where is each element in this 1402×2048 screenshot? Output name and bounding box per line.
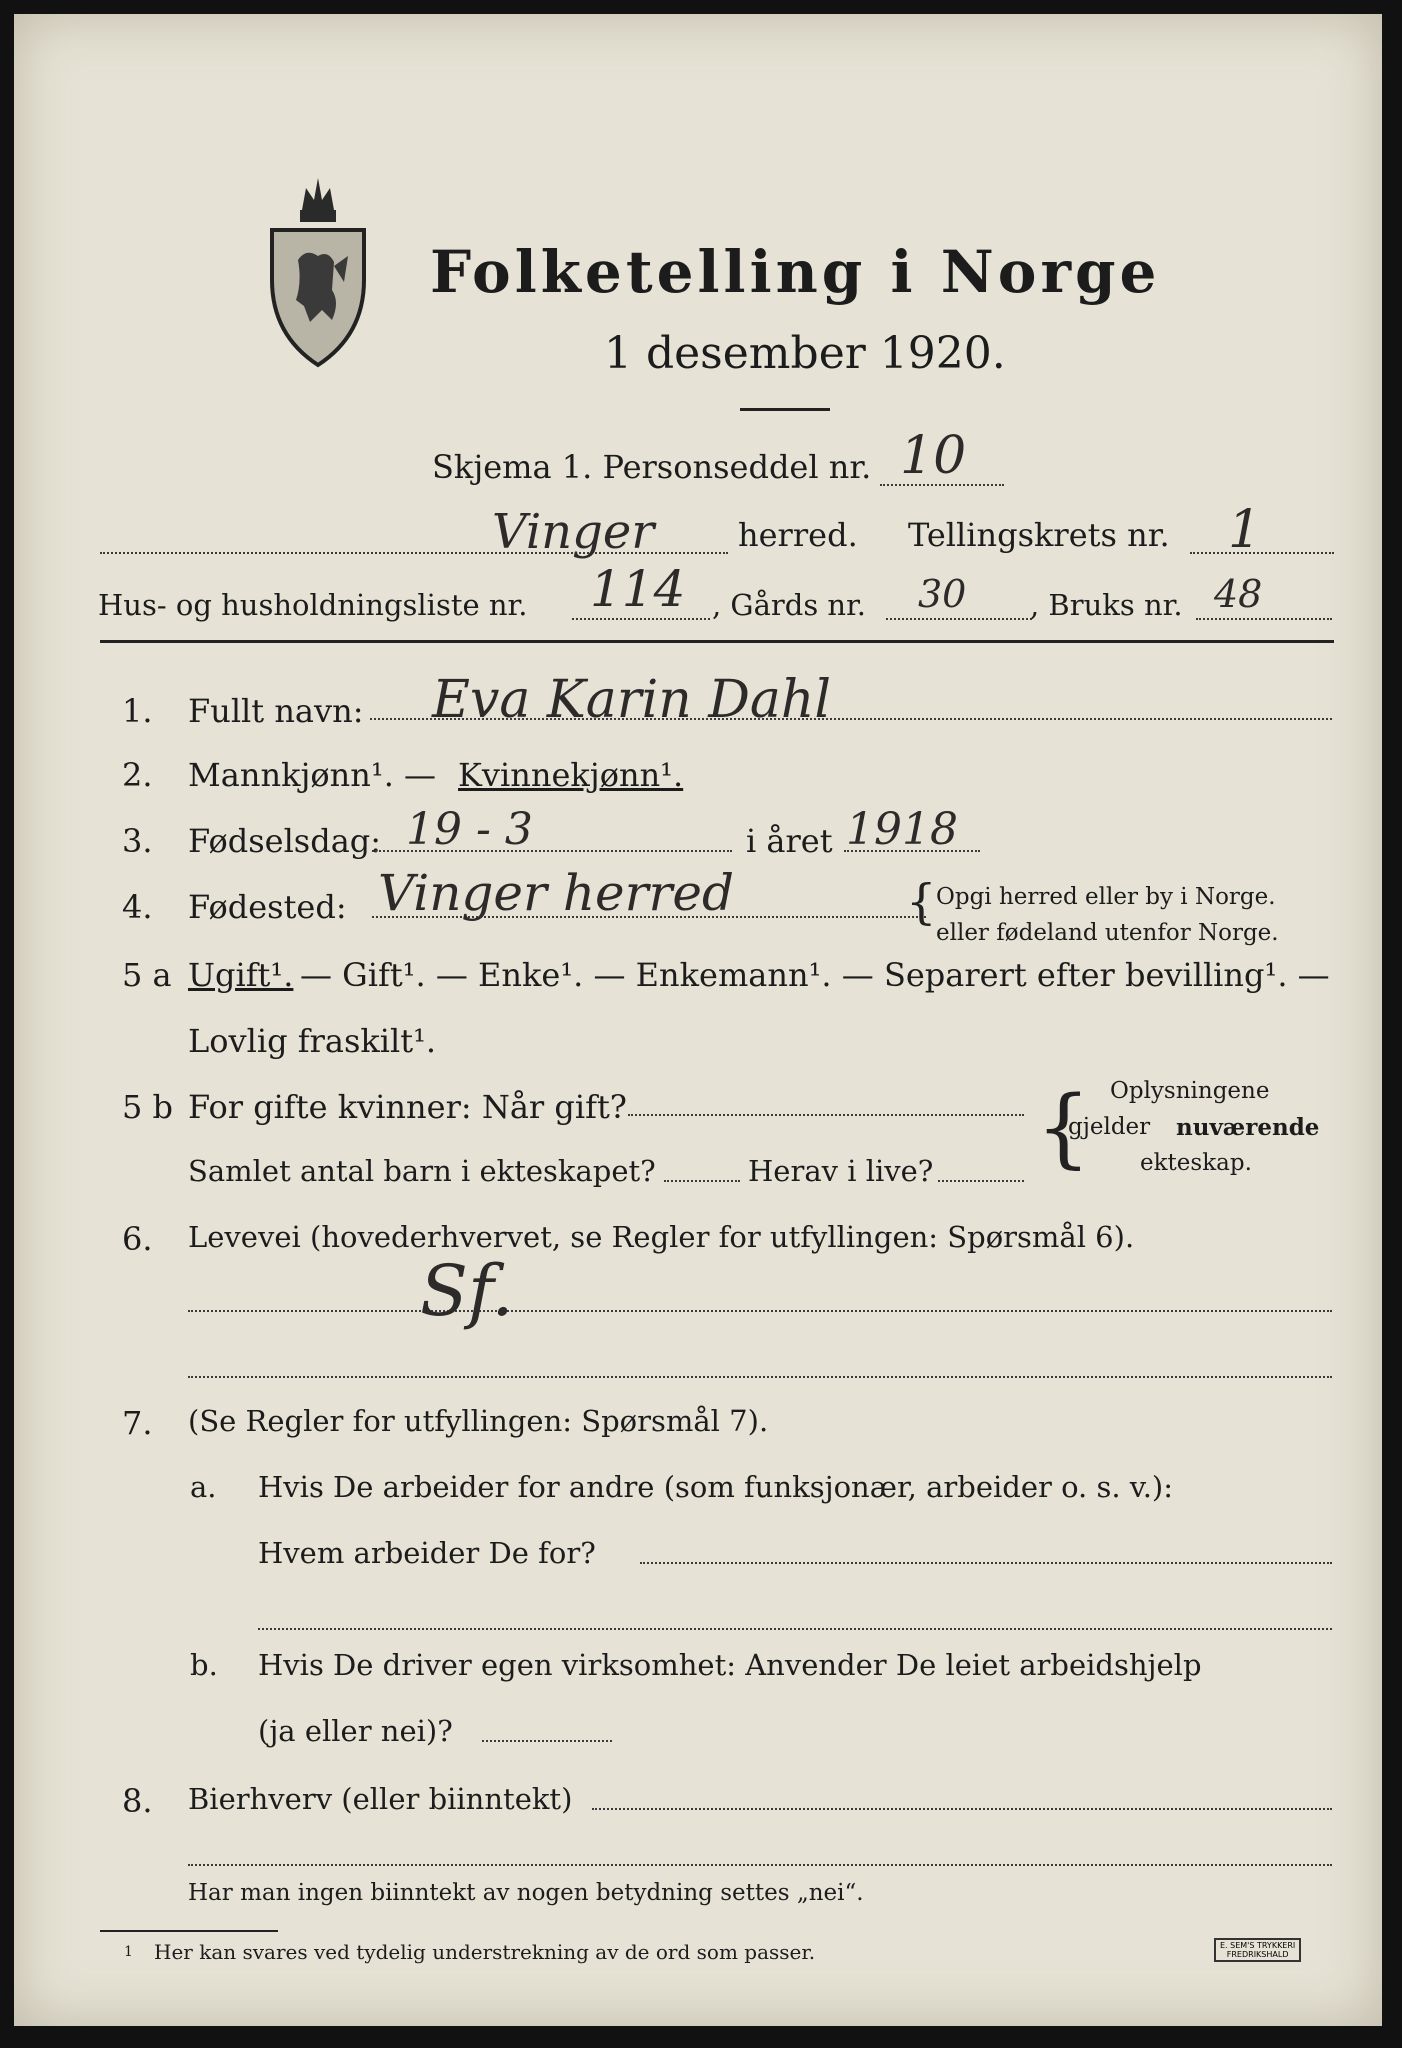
- bruks-nr-value[interactable]: 48: [1214, 572, 1263, 616]
- norwegian-coat-of-arms-icon: [262, 170, 374, 370]
- q4-birthplace-value[interactable]: Vinger herred: [378, 864, 735, 922]
- q5b-children-label: Samlet antal barn i ekteskapet?: [188, 1154, 656, 1188]
- q4-note-1: Opgi herred eller by i Norge.: [936, 884, 1276, 910]
- hus-line: [572, 618, 710, 620]
- tellingskrets-nr-value[interactable]: 1: [1228, 500, 1262, 560]
- census-date: 1 desember 1920.: [604, 328, 1006, 379]
- q7-label: (Se Regler for utfyllingen: Spørsmål 7).: [188, 1404, 769, 1438]
- footnote-marker: 1: [124, 1944, 133, 1960]
- hus-label: Hus- og husholdningsliste nr.: [98, 588, 528, 622]
- q3-number: 3.: [122, 822, 153, 860]
- form-title: Folketelling i Norge: [430, 238, 1161, 306]
- q3-birthdate-value[interactable]: 19 - 3: [406, 804, 533, 855]
- census-form: [14, 14, 1382, 2026]
- q7a-label: Hvis De arbeider for andre (som funksjonær, arbeider o. s. v.):: [258, 1470, 1174, 1504]
- q4-number: 4.: [122, 888, 153, 926]
- gards-nr-value[interactable]: 30: [918, 572, 967, 616]
- q5b-number: 5 b: [122, 1088, 174, 1126]
- q4-brace: {: [906, 874, 937, 930]
- printer-stamp-line-1: E. SEM'S TRYKKERI: [1220, 1941, 1296, 1950]
- q6-line-1: [188, 1310, 1332, 1312]
- tellingskrets-label: Tellingskrets nr.: [908, 516, 1170, 554]
- q2-male-option[interactable]: Mannkjønn¹. —: [188, 756, 437, 794]
- bruks-label: , Bruks nr.: [1030, 588, 1183, 622]
- q7a-letter: a.: [190, 1470, 217, 1504]
- printer-stamp-line-2: FREDRIKSHALD: [1226, 1950, 1289, 1959]
- q5a-other-options[interactable]: — Gift¹. — Enke¹. — Enkemann¹. — Separert efter bevilling¹. —: [300, 956, 1330, 994]
- header-separator: [100, 640, 1334, 643]
- q7a-employer-line-2: [258, 1628, 1332, 1630]
- personseddel-nr-value[interactable]: 10: [900, 426, 967, 486]
- q1-number: 1.: [122, 692, 153, 730]
- footnote-rule: [100, 1930, 278, 1932]
- q7-number: 7.: [122, 1404, 153, 1442]
- q7b-letter: b.: [190, 1648, 218, 1682]
- title-divider: [740, 408, 830, 411]
- q8-note: Har man ingen biinntekt av nogen betydning settes „nei“.: [188, 1880, 864, 1906]
- q4-note-2: eller fødeland utenfor Norge.: [936, 920, 1279, 946]
- skjema-label: Skjema 1. Personseddel nr.: [432, 448, 872, 486]
- q7a-employer-label: Hvem arbeider De for?: [258, 1536, 596, 1570]
- q6-number: 6.: [122, 1220, 153, 1258]
- gards-line: [886, 618, 1032, 620]
- printer-stamp: [1214, 1938, 1301, 1962]
- q5b-alive-label: Herav i live?: [748, 1154, 934, 1188]
- bruks-line: [1196, 618, 1332, 620]
- q5b-note-3: ekteskap.: [1140, 1150, 1252, 1176]
- q8-line: [592, 1808, 1332, 1810]
- q7b-label: Hvis De driver egen virksomhet: Anvender De leiet arbeidshjelp: [258, 1648, 1202, 1682]
- q5b-children-line: [664, 1180, 740, 1182]
- tellingskrets-line: [1190, 552, 1334, 554]
- q6-label: Levevei (hovederhvervet, se Regler for utfyllingen: Spørsmål 6).: [188, 1220, 1135, 1254]
- q5a-number: 5 a: [122, 956, 172, 994]
- q5b-label: For gifte kvinner: Når gift?: [188, 1088, 627, 1126]
- q5a-ugift-option-underlined[interactable]: Ugift¹.: [188, 956, 294, 994]
- q1-fullname-value[interactable]: Eva Karin Dahl: [432, 670, 832, 730]
- q3-year-label: i året: [746, 822, 833, 860]
- q2-number: 2.: [122, 756, 153, 794]
- q5a-lovlig-fraskilt[interactable]: Lovlig fraskilt¹.: [188, 1022, 437, 1060]
- q5b-note-1: Oplysningene: [1110, 1078, 1270, 1104]
- q5b-note-2a: gjelder: [1068, 1114, 1151, 1140]
- q4-label: Fødested:: [188, 888, 347, 926]
- q8-label: Bierhverv (eller biinntekt): [188, 1782, 573, 1816]
- hus-nr-value[interactable]: 114: [590, 560, 686, 618]
- q2-female-option-underlined[interactable]: Kvinnekjønn¹.: [458, 756, 684, 794]
- q6-line-2: [188, 1376, 1332, 1378]
- q5b-brace: {: [1036, 1078, 1091, 1178]
- q5b-line: [628, 1114, 1024, 1116]
- q3-year-value[interactable]: 1918: [846, 804, 958, 855]
- q8-line-2: [188, 1864, 1332, 1866]
- footnote-text: Her kan svares ved tydelig understrekning av de ord som passer.: [154, 1940, 816, 1964]
- q7a-employer-line: [640, 1562, 1332, 1564]
- q5b-note-2b: nuværende: [1176, 1114, 1320, 1141]
- gards-label: , Gårds nr.: [712, 588, 866, 622]
- q3-label: Fødselsdag:: [188, 822, 382, 860]
- herred-label: herred.: [738, 516, 858, 554]
- herred-value[interactable]: Vinger: [492, 504, 655, 560]
- q7b-janei-label: (ja eller nei)?: [258, 1714, 453, 1748]
- q8-number: 8.: [122, 1782, 153, 1820]
- q5b-alive-line: [938, 1180, 1024, 1182]
- q1-label: Fullt navn:: [188, 692, 364, 730]
- q7b-janei-line: [482, 1740, 612, 1742]
- q6-occupation-value[interactable]: Sf.: [420, 1250, 514, 1332]
